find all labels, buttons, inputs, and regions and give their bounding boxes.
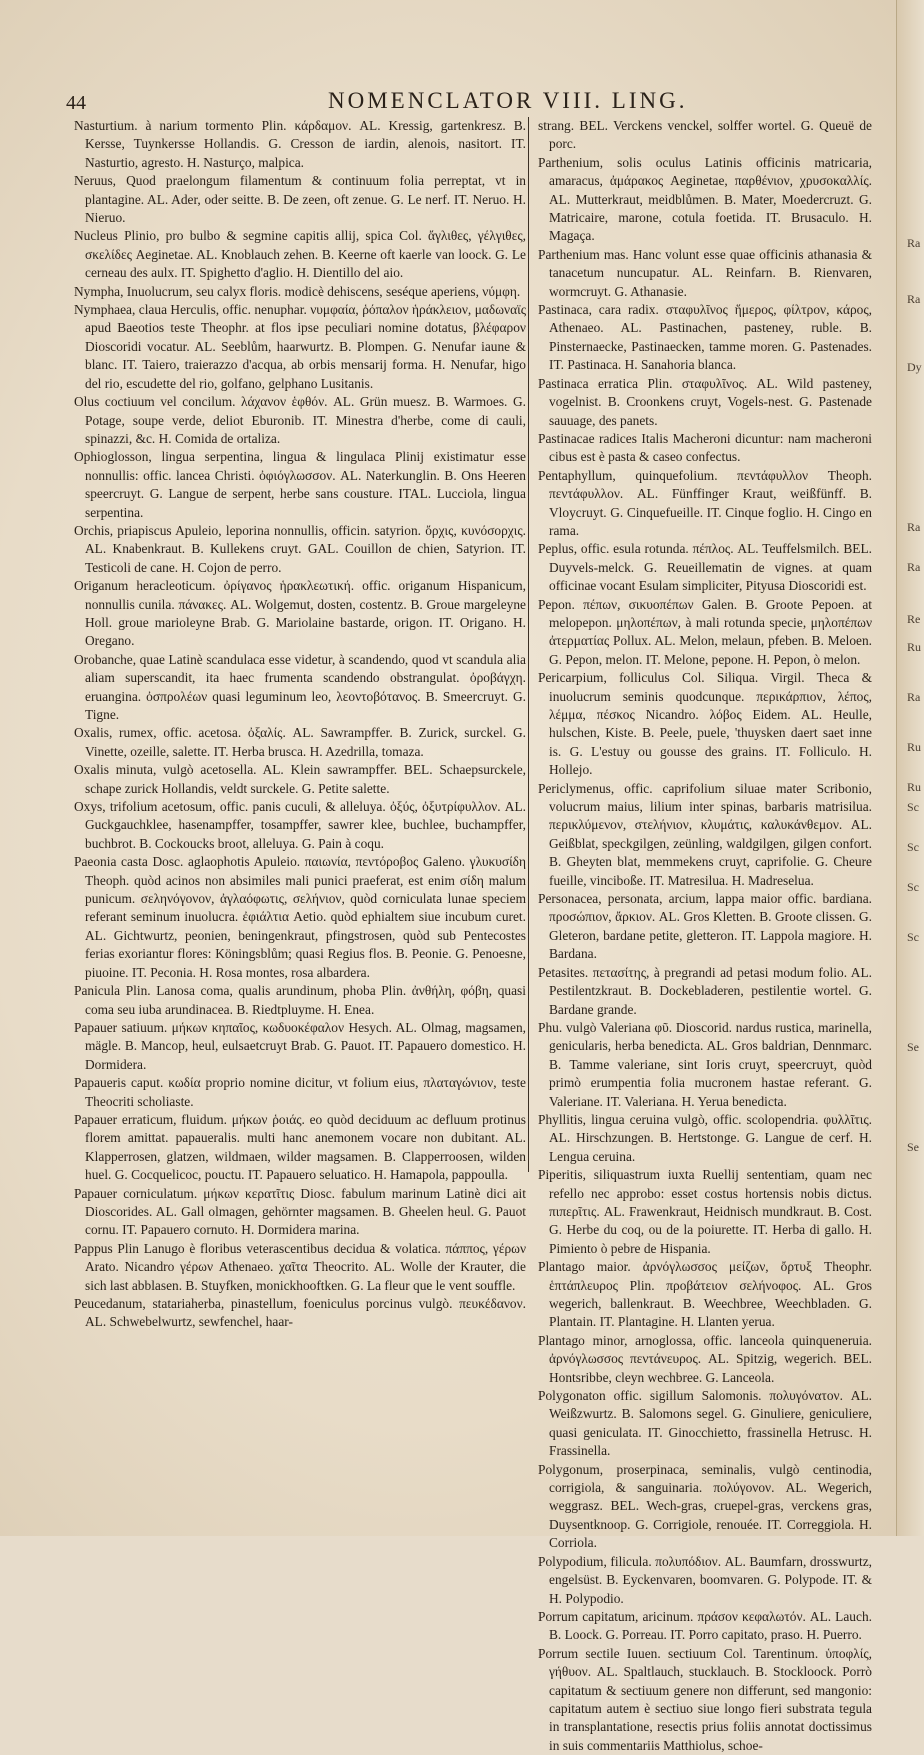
dictionary-entry: Peplus, offic. esula rotunda. πέπλος. AL. Teuffelsmilch. BEL. Duyvels-melck. G. Reueillematin de vignes. at quam officinae vocant Esulam simpliciter, Pityusa Dioscoridi est. [538, 541, 872, 594]
margin-letters: Ra [907, 520, 921, 534]
page-number: 44 [66, 92, 86, 114]
dictionary-entry: Plantago minor, arnoglossa, offic. lanceola quinqueneruia. ἀρνόγλωσσος πεντάνευρος. AL. Spitzig, wegerich. BEL. Hontsribbe, cleyn wechbree. G. Lanceola. [538, 1332, 872, 1385]
dictionary-entry: Polypodium, filicula. πολυπόδιον. AL. Baumfarn, drosswurtz, engelsüst. B. Eyckenvaren, boomvaren. G. Polypode. IT. & H. Polypodio. [538, 1553, 872, 1606]
dictionary-entry: Olus coctiuum vel concilum. λάχανον ἑφθόν. AL. Grün muesz. B. Warmoes. G. Potage, soupe verde, deliot Eburonib. IT. Minestra d'herbe, come di cauli, spinazzi, &c. H. Comida de ortaliza. [74, 394, 526, 446]
right-column [538, 117, 872, 1755]
page-header [66, 88, 716, 118]
dictionary-entry: Panicula Plin. Lanosa coma, qualis arundinum, phoba Plin. ἀνθήλη, φόβη, quasi coma seu iuba arundinacea. B. Riedtpluyme. H. Enea. [74, 983, 526, 1017]
dictionary-entry: Parthenium mas. Hanc volunt esse quae officinis athanasia & tanacetum nuncupatur. AL. Reinfarn. B. Rienvaren, wormcruyt. G. Athanasie. [538, 246, 872, 299]
dictionary-entry: Neruus, Quod praelongum filamentum & continuum folia perreptat, vt in plantagine. AL. Ader, oder seitte. B. De zeen, oft zenue. G. Le nerf. IT. Neruo. H. Nieruo. [74, 173, 526, 226]
dictionary-entry: Petasites. πετασίτης, à pregrandi ad petasi modum folio. AL. Pestilentzkraut. B. Dockebladeren, pestilentie wortel. G. Bardane grande. [538, 964, 872, 1017]
column-divider [528, 117, 529, 1172]
dictionary-entry: Piperitis, siliquastrum iuxta Ruellij sententiam, quam nec refello nec approbo: esset costus hortensis nobis dictus. πιπερῖτις. AL. Frawenkraut, Heidnisch mundkraut. B. Cost. G. Herbe du coq, ou de la poiurette. IT. Herba di gallo. H. Pimiento ò pebre de Hispania. [538, 1167, 872, 1256]
margin-letters: Sc [907, 930, 919, 944]
dictionary-entry: Oxys, trifolium acetosum, offic. panis cuculi, & alleluya. ὀξύς, ὀξυτρίφυλλον. AL. Guckgauchklee, hasenampffer, tosampffer, sawrer klee, buchlee, buchampffer, buchbrot. B. Cockoucks broot, alleluya. G. Pain à coqu. [74, 799, 526, 851]
dictionary-entry: Pericarpium, folliculus Col. Siliqua. Virgil. Theca & inuolucrum seminis quodcunque. περικάρπιον, λέπος, λέμμα, πέσκος Nicandro. λόβος Eidem. AL. Heulle, hulschen, Kiste. B. Peele, puele, 'thuysken daert saet inne is. G. L'estuy ou gousse des grains. IT. Folliculo. H. Hollejo. [538, 670, 872, 778]
margin-letters: Ra [907, 292, 921, 306]
dictionary-entry: Plantago maior. ἀρνόγλωσσος μείζων, ὄρτυξ Theophr. ἑπτάπλευρος Plin. προβάτειον σελήνοφος. AL. Gros wegerich, ballenkraut. B. Weechbree, Weechbladen. G. Plantain. IT. Plantagine. H. Llanten yerua. [538, 1259, 872, 1330]
dictionary-entry: Peucedanum, statariaherba, pinastellum, foeniculus porcinus vulgò. πευκέδανον. AL. Schwebelwurtz, sewfenchel, haar- [74, 1296, 526, 1330]
dictionary-entry: Periclymenus, offic. caprifolium siluae mater Scribonio, volucrum maius, lilium inter spinas, barbaris matrisilua. περικλύμενον, στελήνιον, κλυμάτις, καλυκάνθεμον. AL. Geißblat, speckgilgen, zeünling, waldgilgen, gilgen confort. B. Gheyten blat, memmekens cruyt, caprifolie. G. Cheure fueille, vinciboße. IT. Matresilua. H. Madreselua. [538, 780, 872, 888]
dictionary-entry: Pappus Plin Lanugo è floribus veterascentibus decidua & volatica. πάππος, γέρων Arato. Nicandro γέρων Athenaeo. χαῖτα Theocrito. AL. Wolle der Krauter, die sich last abblasen. B. Stuyfken, monickhooftken. G. La fleur que le vent souffle. [74, 1240, 526, 1293]
dictionary-entry: Nymphaea, claua Herculis, offic. nenuphar. νυμφαία, ῥόπαλον ἡράκλειον, μαδωναϊς apud Baeotios teste Theophr. at flos ipse peculiari nomine dotatus, βλέφαρον Dioscoridi vocatur. AL. Seeblům, haarwurtz. B. Plompen. G. Nenufar iaune & blanc. IT. Taiero, traierazzo d'acqua, ab orbis mensarij forma. H. Nenufar, higo del rio, escudette del rio, golfano, gelphano Lusitanis. [74, 302, 526, 391]
dictionary-entry: Orchis, priapiscus Apuleio, leporina nonnullis, officin. satyrion. ὄρχις, κυνόσορχις. AL. Knabenkraut. B. Kullekens cruyt. GAL. Couillon de chien, Satyrion. IT. Testicoli de cane. H. Cojon de perro. [74, 522, 526, 575]
margin-letters: Ru [907, 640, 922, 654]
dictionary-entry: Nympha, Inuolucrum, seu calyx floris. modicè dehiscens, seséque aperiens, νύμφη. [74, 283, 521, 299]
dictionary-entry: Nasturtium. à narium tormento Plin. κάρδαμον. AL. Kressig, gartenkresz. B. Kersse, Tuynkersse Hollandis. G. Cresson de iardin, alenois, nasitort. IT. Nasturtio, agresto. H. Nasturço, malpica. [74, 118, 526, 170]
dictionary-entry: Pentaphyllum, quinquefolium. πεντάφυλλον Theoph. πεντάφυλλον. AL. Fünffinger Kraut, weißfünff. B. Vloycruyt. G. Cinquefueille. IT. Cinque foglio. H. Cingo en rama. [538, 467, 872, 538]
dictionary-entry: Papauer satiuum. μήκων κηπαῖος, κωδυοκέφαλον Hesych. AL. Olmag, magsamen, mägle. B. Mancop, heul, eulsaetcruyt Brab. G. Pauot. IT. Papauero domestico. H. Dormidera. [74, 1019, 526, 1072]
margin-letters: Sc [907, 800, 919, 814]
dictionary-entry: Ophioglosson, lingua serpentina, lingua & lingulaca Plinij existimatur esse nonnullis: offic. lancea Christi. ὀφιόγλωσσον. AL. Naterkunglin. B. Ons Heeren speercruyt. G. Langue de serpent, herbe sans cousture. ITAL. Lucciola, lingua serpentina. [74, 449, 526, 520]
dictionary-entry: Oxalis, rumex, offic. acetosa. ὀξαλίς. AL. Sawrampffer. B. Zurick, surckel. G. Vinette, ozeille, salette. IT. Herba brusca. H. Azedrilla, tomaza. [74, 725, 526, 759]
margin-letters: Ra [907, 690, 921, 704]
dictionary-entry: Phyllitis, lingua ceruina vulgò, offic. scolopendria. φυλλῖτις. AL. Hirschzungen. B. Hertstonge. G. Langue de cerf. H. Lengua ceruina. [538, 1111, 872, 1164]
margin-letters: Ra [907, 560, 921, 574]
margin-letters: Sc [907, 880, 919, 894]
dictionary-entry: Papaueris caput. κωδία proprio nomine dicitur, vt folium eius, πλαταγώνιον, teste Theocriti scholiaste. [74, 1075, 526, 1109]
dictionary-entry: Pepon. πέπων, σικυοπέπων Galen. B. Groote Pepoen. at melopepon. μηλοπέπων, à mali rotunda specie, μηλοπέπων ἀτερματίας Pollux. AL. Melon, melaun, pfeben. B. Meloen. G. Pepon, melon. IT. Melone, pepone. H. Pepon, ò melon. [538, 596, 872, 667]
dictionary-entry: Personacea, personata, arcium, lappa maior offic. bardiana. προσώπιον, ἄρκιον. AL. Gros Kletten. B. Groote clissen. G. Gleteron, bardane petite, gletteron. IT. Lappola magiore. H. Bardana. [538, 891, 872, 962]
dictionary-entry: strang. BEL. Verckens venckel, solffer wortel. G. Queuë de porc. [538, 118, 872, 152]
dictionary-entry: Pastinacae radices Italis Macheroni dicuntur: nam macheroni cibus est è pasta & caseo confectus. [538, 430, 872, 465]
dictionary-entry: Nucleus Plinio, pro bulbo & segmine capitis allij, spica Col. ἄγλιθες, γέλγιθες, σκελίδες Aeginetae. AL. Knoblauch zehen. B. Keerne oft kaerle van loock. G. Le cerneau des aulx. IT. Spighetto d'aglio. H. Dientillo del aio. [74, 228, 526, 281]
dictionary-entry: Polygonum, proserpinaca, seminalis, vulgò centinodia, corrigiola, & sanguinaria. πολύγονον. AL. Wegerich, weggrasz. BEL. Wech-gras, cruepel-gras, verckens gras, Duysentknoop. G. Corrigiole, renouée. IT. Correggiola. H. Corriola. [538, 1461, 872, 1551]
margin-letters: Sc [907, 840, 919, 854]
dictionary-entry: Papauer corniculatum. μήκων κερατῖτις Diosc. fabulum marinum Latinè dici ait Dioscorides. AL. Gall olmagen, gehörnter magsamen. B. Gheelen heul. G. Pauot cornu. IT. Papauero cornuto. H. Dormidera marina. [74, 1185, 526, 1238]
dictionary-entry: Polygonaton offic. sigillum Salomonis. πολυγόνατον. AL. Weißzwurtz. B. Salomons segel. G. Ginuliere, geniculiere, quasi geniculata. IT. Ginocchietto, frassinella Hetrusc. H. Frassinella. [538, 1388, 872, 1459]
margin-letters: Se [907, 1040, 919, 1054]
margin-letters: Ru [907, 780, 922, 794]
dictionary-entry: Porrum capitatum, aricinum. πράσον κεφαλωτόν. AL. Lauch. B. Loock. G. Porreau. IT. Porro capitato, praso. H. Puerro. [538, 1608, 872, 1643]
dictionary-entry: Orobanche, quae Latinè scandulaca esse videtur, à scandendo, quod vt scandula alia aliam superscandit, ita haec frumenta scandendo obstrangulat. ὀροβάγχη. eruangina. ὀσπρολέων quasi leguminum leo, λεοντοβότανος. B. Smeercruyt. G. Tigne. [74, 651, 526, 722]
dictionary-entry: Oxalis minuta, vulgò acetosella. AL. Klein sawrampffer. BEL. Schaepsurckele, schape zurick Hollandis, veldt surckele. G. Petite salette. [74, 762, 526, 796]
left-column [74, 117, 526, 1332]
dictionary-entry: Origanum heracleoticum. ὀρίγανος ἡρακλεωτική. offic. origanum Hispanicum, nonnullis cunila. πάνακες. AL. Wolgemut, dosten, costentz. B. Groue margeleyne Holl. groue marioleyne Brab. G. Mariolaine bastarde, origon. IT. Origano. H. Oregano. [74, 578, 526, 649]
dictionary-entry: Pastinaca, cara radix. σταφυλῖνος ἥμερος, φίλτρον, κάρος, Athenaeo. AL. Pastinachen, pasteney, ruble. B. Pinsternaecke, Pastinaecken, tamme moren. G. Pastenades. IT. Pastinaca. H. Sanahoria blanca. [538, 302, 872, 373]
margin-letters: Ru [907, 740, 922, 754]
margin-letters: Dy [907, 360, 922, 374]
dictionary-entry: Pastinaca erratica Plin. σταφυλῖνος. AL. Wild pasteney, vogelnist. B. Croonkens cruyt, Vogels-nest. G. Pastenade sauuage, des panets. [538, 375, 872, 428]
dictionary-entry: Phu. vulgò Valeriana φῦ. Dioscorid. nardus rustica, marinella, genicularis, herba benedicta. AL. Gros baldrian, Dennmarc. B. Tamme valeriane, sint Ioris cruyt, speercruyt, quòd primò erumpentia folia mucronem hastae referant. G. Valeriane. IT. Valeriana. H. Yerua benedicta. [538, 1019, 872, 1109]
dictionary-entry: Parthenium, solis oculus Latinis officinis matricaria, amaracus, ἀμάρακος Aeginetae, παρθένιον, χρυσοκαλλίς. AL. Mutterkraut, meidblůmen. B. Mater, Moedercruzt. G. Matricaire, marone, cotula foetida. IT. Brusaculo. H. Magaça. [538, 154, 872, 244]
margin-letters: Ra [907, 236, 921, 250]
running-title: NOMENCLATOR VIII. LING. [328, 88, 688, 113]
margin-letters: Re [907, 612, 921, 626]
dictionary-entry: Paeonia casta Dosc. aglaophotis Apuleio. παιωνία, πεντόροβος Galeno. γλυκυσίδη Theoph. quòd acinos non absimiles mali punici praeferat, est enim σίδη malum punicum. σεληνόγονον, ἀγλαόφωτις, σελήνιον, quòd corniculata lunae speciem referant seminum inuolucra. ἐφιάλτια Aetio. quòd ephialtem siue incubum curet. AL. Gichtwurtz, peonien, beningenkraut, pfingstrosen, quòd sub Pentecostes ferias exoriantur flores: Köningsblům; quasi Regius flos. B. Peonie. G. Penoesne, piuoine. IT. Peconia. H. Rosa montes, rosa albardera. [74, 854, 526, 980]
dictionary-entry: Porrum sectile Iuuen. sectiuum Col. Tarentinum. ὑποφλίς, γήθυον. AL. Spaltlauch, stucklauch. B. Stockloock. Porrò capitatum & sectiuum genere non differunt, sed mangonio: capitatum autem è sectiuo siue longo fieri substrata tegula in transplantatione, resectis prius foliis annotat doctissimus in suis commentariis Matthiolus, schoe- [538, 1645, 872, 1753]
dictionary-entry: Papauer erraticum, fluidum. μήκων ῥοιάς. eo quòd deciduum ac defluum protinus florem amittat. papaueralis. multi hanc anemonem vocare non dubitant. AL. Klapperrosen, glatzen, wildmaen, wilder magsamen. B. Clapperroosen, wilden huel. G. Cocquelicoc, pouctu. IT. Papauero seluatico. H. Hamapola, pappoulla. [74, 1111, 526, 1183]
margin-letters: Se [907, 1140, 919, 1154]
next-page-edge [896, 0, 924, 1536]
